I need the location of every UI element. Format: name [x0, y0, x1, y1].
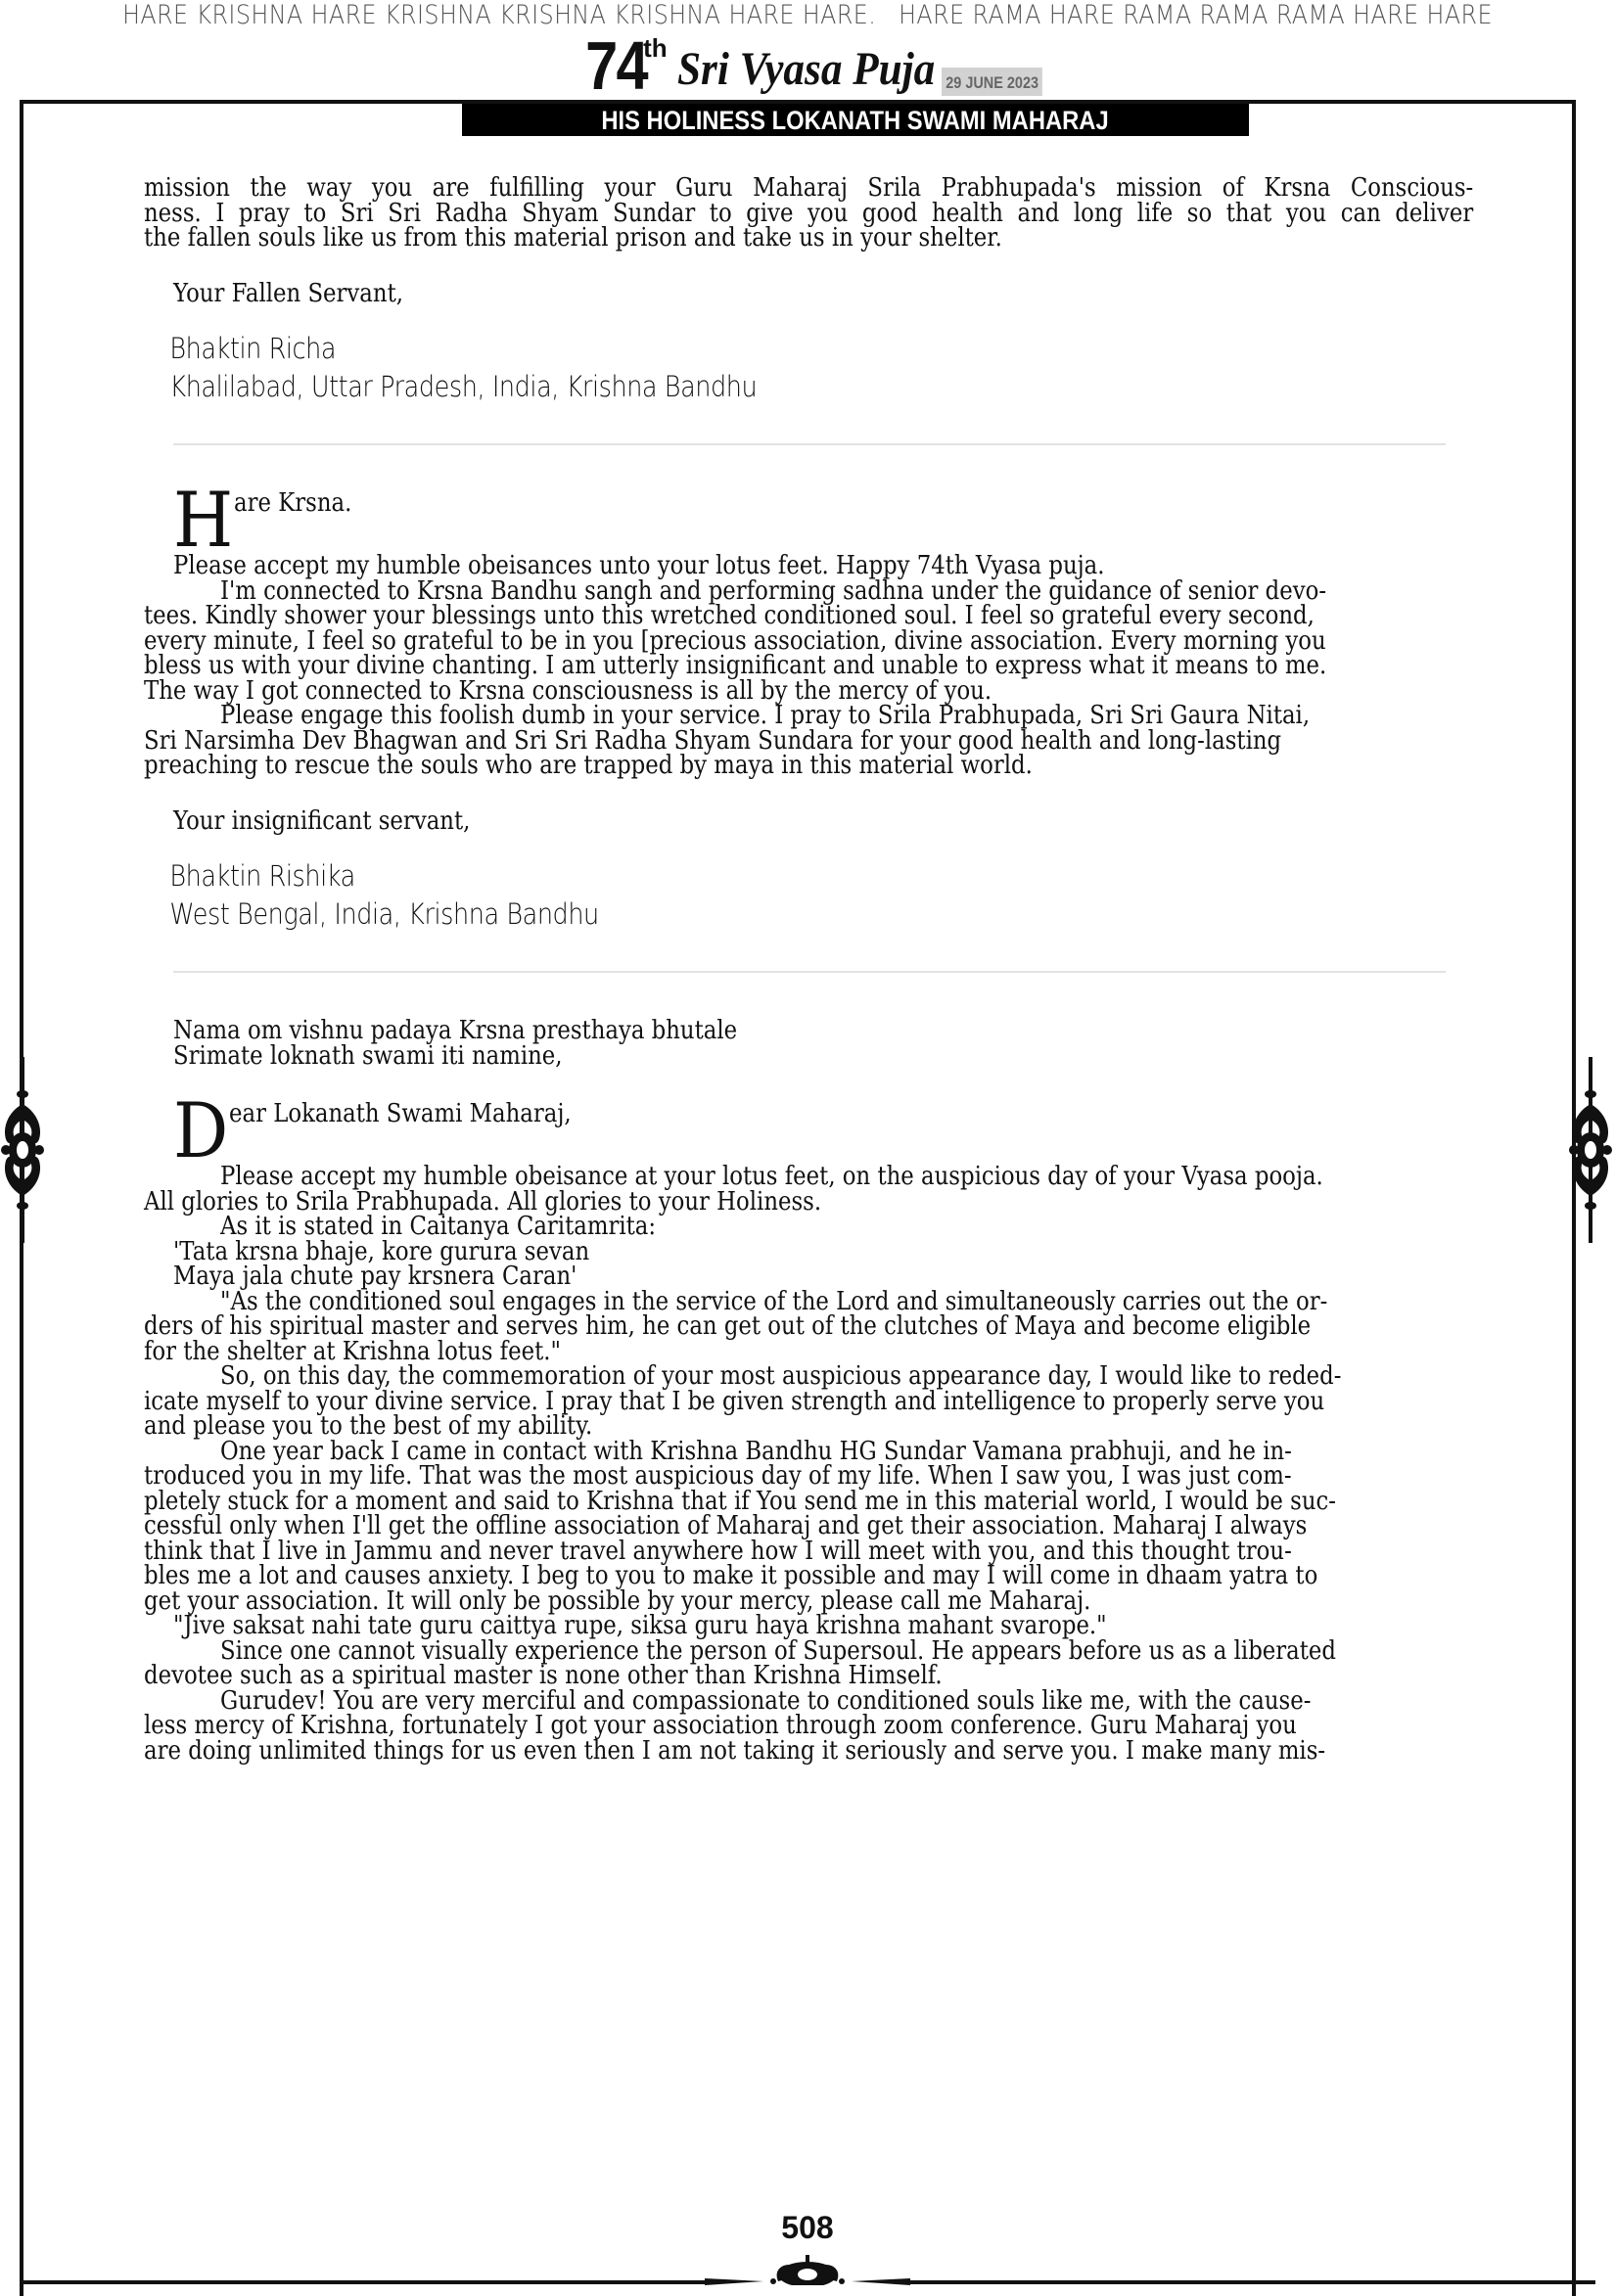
- body-line: devotee such as a spiritual master is none other than Krishna Himself.: [144, 1660, 943, 1690]
- body-line: Please accept my humble obeisances unto your lotus feet. Happy 74th Vyasa puja.: [173, 550, 1105, 580]
- body-line: every minute, I feel so grateful to be in you [precious association, divine association. Every morning you: [144, 624, 1326, 656]
- verse-line: "Jive saksat nahi tate guru caittya rupe, siksa guru haya krishna mahant svarope.": [173, 1610, 1107, 1640]
- body-line: I'm connected to Krsna Bandhu sangh and performing sadhna under the guidance of senior devo-: [220, 574, 1327, 606]
- dropcap: D: [173, 1087, 229, 1175]
- body-line: As it is stated in Caitanya Caritamrita:: [220, 1211, 657, 1241]
- body-line: and please you to the best of my ability.: [144, 1410, 593, 1441]
- invocation-line: Nama om vishnu padaya Krsna presthaya bhutale: [173, 1015, 738, 1045]
- signature-details: Khalilabad, Uttar Pradesh, India, Krishna Bandhu: [169, 370, 758, 403]
- body-line: are doing unlimited things for us even then I am not taking it seriously and serve you. I make many mis-: [144, 1734, 1326, 1766]
- page-title: [0, 27, 1615, 104]
- title-number: 74: [585, 27, 648, 104]
- signature-name: Bhaktin Rishika: [169, 859, 355, 893]
- opening-line: ear Lokanath Swami Maharaj,: [228, 1098, 572, 1128]
- body-line: ders of his spiritual master and serves him, he can get out of the clutches of Maya and become eligible: [144, 1310, 1312, 1341]
- body-line: less mercy of Krishna, fortunately I got your association through zoom conference. Guru Maharaj you: [144, 1710, 1297, 1740]
- body-line: the fallen souls like us from this material prison and take us in your shelter.: [144, 222, 1002, 253]
- signature-details: West Bengal, India, Krishna Bandhu: [169, 897, 599, 931]
- body-line: Please accept my humble obeisance at your lotus feet, on the auspicious day of your Vyasa pooja.: [220, 1161, 1323, 1191]
- offering-3: [144, 1015, 1473, 1766]
- body-line: think that I live in Jammu and never travel anywhere how I will meet with you, and this thought trou-: [144, 1535, 1292, 1566]
- opening-line: are Krsna.: [234, 487, 352, 518]
- invocation-line: Srimate loknath swami iti namine,: [173, 1039, 563, 1071]
- verse-line: Maya jala chute pay krsnera Caran': [173, 1261, 577, 1291]
- verse-line: 'Tata krsna bhaje, kore gurura sevan: [173, 1235, 590, 1266]
- body-line: preaching to rescue the souls who are trapped by maya in this material world.: [144, 750, 1033, 780]
- invocation: [144, 1015, 1473, 1071]
- closing: Your insignificant servant,: [173, 804, 471, 836]
- body-line: Please engage this foolish dumb in your service. I pray to Srila Prabhupada, Sri Sri Gaura Nitai,: [220, 700, 1311, 730]
- body-line: get your association. It will only be possible by your mercy, please call me Maharaj.: [144, 1584, 1091, 1616]
- body-line: Since one cannot visually experience the person of Supersoul. He appears before us as a liberated: [220, 1634, 1337, 1666]
- subtitle-text: HIS HOLINESS LOKANATH SWAMI MAHARAJ: [601, 106, 1110, 135]
- body-line: Sri Narsimha Dev Bhagwan and Sri Sri Radha Shyam Sundara for your good health and long-lasting: [144, 724, 1282, 756]
- mantra-right: HARE RAMA HARE RAMA RAMA RAMA HARE HARE: [899, 0, 1493, 30]
- offering-2: [144, 477, 1473, 973]
- scroll-ornament-icon: [0, 1057, 45, 1243]
- body-line: One year back I came in contact with Krishna Bandhu HG Sundar Vamana prabhuji, and he in-: [220, 1435, 1292, 1466]
- body-line: "As the conditioned soul engages in the service of the Lord and simultaneously carries out the or-: [220, 1285, 1328, 1316]
- mantra-banner: [97, 0, 1518, 31]
- body-line: icate myself to your divine service. I pray that I be given strength and intelligence to properly serve you: [144, 1385, 1325, 1416]
- subtitle-bar: [462, 104, 1249, 136]
- body-line: ness. I pray to Sri Sri Radha Shyam Sundar to give you good health and long life so that you can deliver: [144, 197, 1474, 228]
- divider-ornament-icon: [20, 2255, 1595, 2285]
- body-line: bless us with your divine chanting. I am utterly insignificant and unable to express what it means to me.: [144, 650, 1327, 680]
- body-line: troduced you in my life. That was the most auspicious day of my life. When I saw you, I was just com-: [144, 1460, 1292, 1491]
- signature-name: Bhaktin Richa: [169, 332, 337, 365]
- body-line: pletely stuck for a moment and said to Krishna that if You send me in this material world, I would be suc-: [144, 1485, 1337, 1516]
- dropcap: H: [173, 477, 234, 565]
- offering-body: [144, 550, 1473, 780]
- body-line: tees. Kindly shower your blessings unto this wretched conditioned soul. I feel so grateful every second,: [144, 600, 1315, 630]
- body-line: All glories to Srila Prabhupada. All glories to your Holiness.: [144, 1185, 822, 1217]
- closing: Your Fallen Servant,: [173, 277, 403, 308]
- page-number: 508: [781, 2210, 834, 2245]
- title-suffix: th: [643, 33, 668, 63]
- body-line: cessful only when I'll get the offline association of Maharaj and get their association. Maharaj I always: [144, 1510, 1308, 1540]
- body-line: Gurudev! You are very merciful and compassionate to conditioned souls like me, with the cause-: [220, 1684, 1312, 1716]
- body-line: So, on this day, the commemoration of your most auspicious appearance day, I would like to reded-: [220, 1360, 1342, 1391]
- scroll-ornament-icon: [1568, 1057, 1613, 1243]
- body-line: The way I got connected to Krsna consciousness is all by the mercy of you.: [144, 674, 992, 706]
- offering-body: [144, 1161, 1473, 1766]
- title-text: Sri Vyasa Puja: [676, 43, 935, 95]
- mantra-left: HARE KRISHNA HARE KRISHNA KRISHNA KRISHNA HARE HARE.: [122, 0, 877, 30]
- title-date: 29 JUNE 2023: [942, 68, 1041, 96]
- body-line: for the shelter at Krishna lotus feet.": [144, 1335, 561, 1366]
- page-content: [144, 172, 1474, 1766]
- offering-1: [144, 172, 1474, 445]
- offering-body: [144, 172, 1474, 253]
- body-line: mission the way you are fulfilling your Guru Maharaj Srila Prabhupada's mission of Krsna Conscious-: [144, 172, 1474, 203]
- body-line: bles me a lot and causes anxiety. I beg to you to make it possible and may I will come in dhaam yatra to: [144, 1560, 1318, 1590]
